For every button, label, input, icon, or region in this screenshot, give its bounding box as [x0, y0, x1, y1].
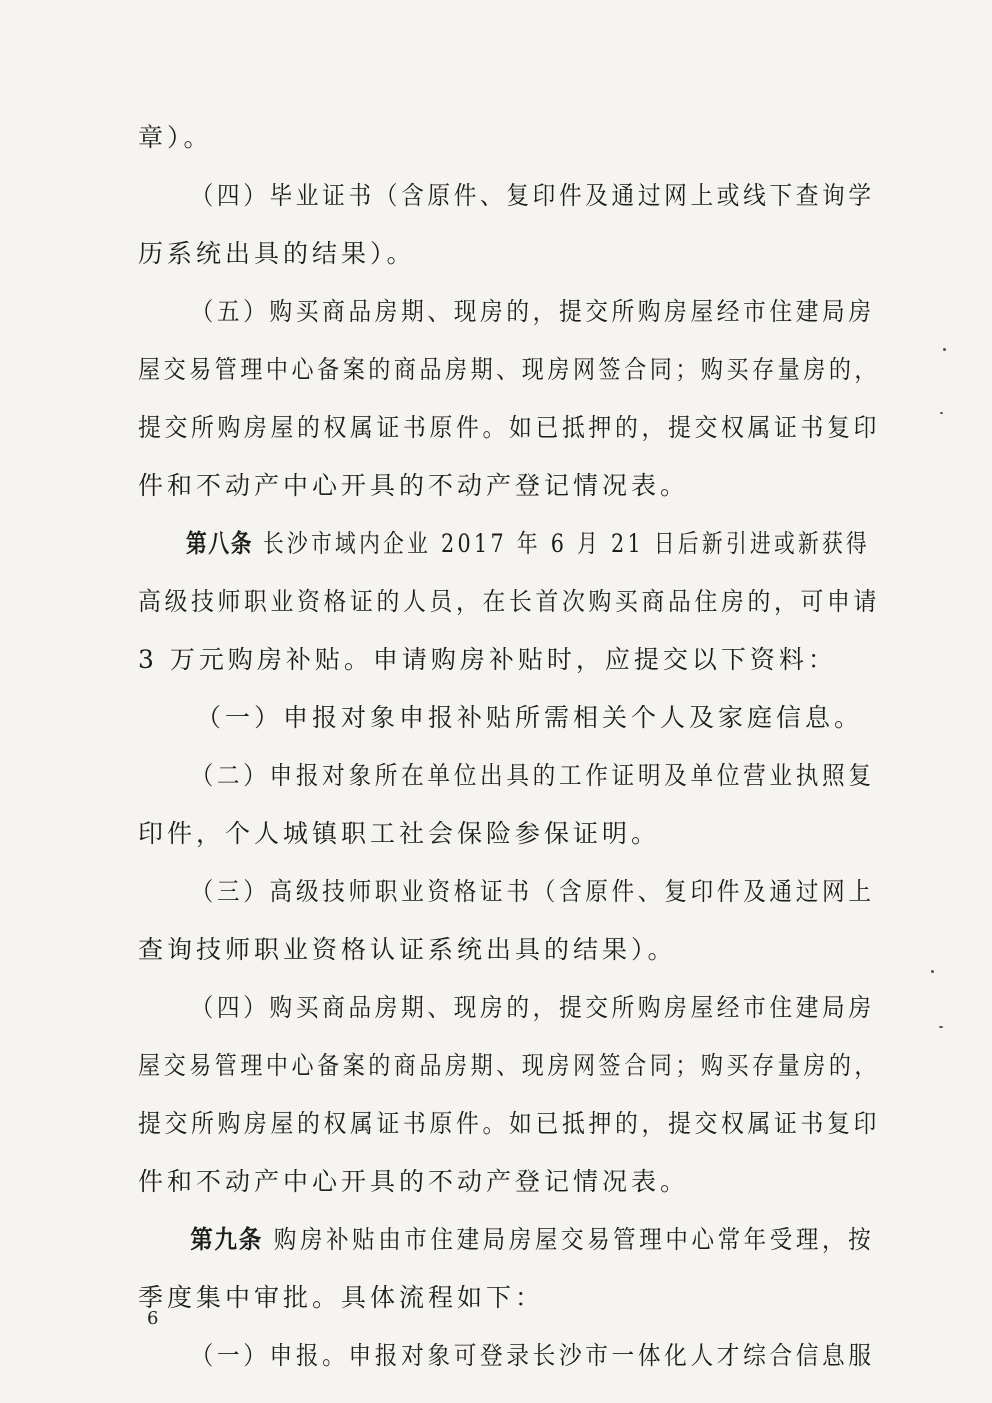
- text-line: [138, 1278, 880, 1336]
- text-line: [138, 1104, 881, 1162]
- text-line: [138, 408, 881, 466]
- scan-speck: [943, 348, 946, 351]
- line-text: 高级技师职业资格证的人员，在长首次购买商品住房的，可申请: [138, 587, 881, 616]
- text-line: [138, 1336, 875, 1394]
- line-text: （一）申报对象申报补贴所需相关个人及家庭信息。: [196, 703, 864, 732]
- line-text: （一）申报。申报对象可登录长沙市一体化人才综合信息服: [190, 1341, 875, 1370]
- text-line: [138, 118, 880, 176]
- line-text: 屋交易管理中心备案的商品房期、现房网签合同；购买存量房的，: [138, 1051, 881, 1080]
- text-line: [138, 582, 881, 640]
- scan-speck: [931, 970, 934, 973]
- text-line: [138, 350, 881, 408]
- line-text: （二）申报对象所在单位出具的工作证明及单位营业执照复: [190, 761, 875, 790]
- line-text: （三）高级技师职业资格证书（含原件、复印件及通过网上: [190, 877, 875, 906]
- text-line: [138, 814, 880, 872]
- text-line: [138, 640, 880, 698]
- line-text: 3 万元购房补贴。申请购房补贴时，应提交以下资料：: [138, 645, 837, 674]
- text-line: [138, 756, 875, 814]
- line-text: 历系统出具的结果）。: [138, 239, 416, 268]
- article-number: 第九条: [190, 1225, 264, 1254]
- line-text: 件和不动产中心开具的不动产登记情况表。: [138, 1167, 690, 1196]
- text-line: [138, 988, 875, 1046]
- text-line: [138, 872, 875, 930]
- text-line: [138, 466, 880, 524]
- text-line: [138, 1220, 875, 1278]
- text-line: [138, 524, 871, 582]
- text-line: [138, 234, 880, 292]
- page-number: 6: [147, 1308, 159, 1329]
- line-text: 提交所购房屋的权属证书原件。如已抵押的，提交权属证书复印: [138, 413, 881, 442]
- line-text: 购房补贴由市住建局房屋交易管理中心常年受理，按: [273, 1225, 875, 1254]
- line-text: （五）购买商品房期、现房的，提交所购房屋经市住建局房: [190, 297, 875, 326]
- line-text: 查询技师职业资格认证系统出具的结果）。: [138, 935, 677, 964]
- text-line: [138, 176, 875, 234]
- text-line: [138, 698, 880, 756]
- line-text: （四）购买商品房期、现房的，提交所购房屋经市住建局房: [190, 993, 875, 1022]
- document-body: [138, 118, 880, 1394]
- scan-speck: [939, 1026, 943, 1028]
- text-line: [138, 292, 875, 350]
- text-line: [138, 1162, 880, 1220]
- line-text: 印件，个人城镇职工社会保险参保证明。: [138, 819, 661, 848]
- line-text: 屋交易管理中心备案的商品房期、现房网签合同；购买存量房的，: [138, 355, 881, 384]
- text-line: [138, 1046, 881, 1104]
- line-text: 季度集中审批。具体流程如下：: [138, 1283, 545, 1312]
- line-text: 件和不动产中心开具的不动产登记情况表。: [138, 471, 690, 500]
- article-number: 第八条: [186, 529, 254, 558]
- text-line: [138, 930, 880, 988]
- line-text: （四）毕业证书（含原件、复印件及通过网上或线下查询学: [190, 181, 875, 210]
- line-text: 章）。: [138, 123, 213, 152]
- line-text: 长沙市域内企业 2017 年 6 月 21 日后新引进或新获得: [263, 529, 871, 558]
- line-text: 提交所购房屋的权属证书原件。如已抵押的，提交权属证书复印: [138, 1109, 881, 1138]
- scan-speck: [940, 412, 943, 414]
